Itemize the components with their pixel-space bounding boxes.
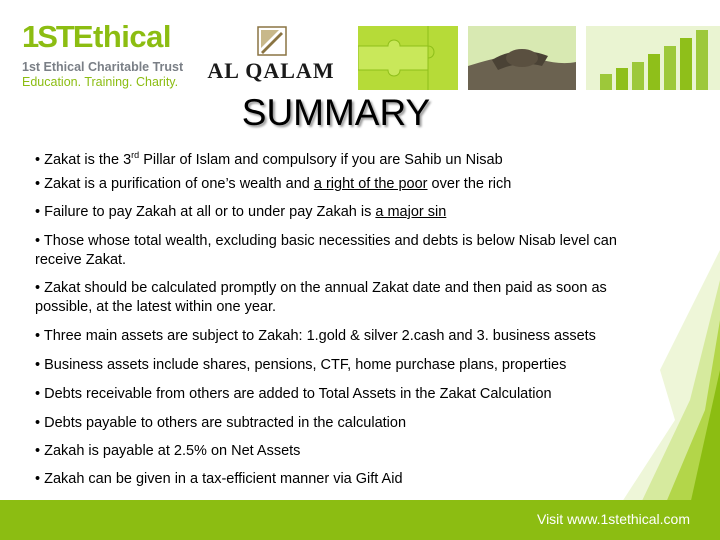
brand-ethical: Ethical xyxy=(72,19,172,54)
brand-trust-name: 1st Ethical Charitable Trust xyxy=(22,60,184,74)
footer-bar xyxy=(0,500,720,540)
list-item: • Debts receivable from others are added to Total Assets in the Zakat Calculation xyxy=(35,386,552,402)
bullet-text: • Zakat is a purification of one’s wealth and xyxy=(35,176,314,192)
list-item: • Zakah can be given in a tax-efficient manner via Gift Aid xyxy=(35,471,403,487)
list-item: • Three main assets are subject to Zakah: 1.gold & silver 2.cash and 3. business assets xyxy=(35,328,596,344)
brand-logo xyxy=(22,20,183,90)
underlined-text: a major sin xyxy=(375,204,447,220)
underlined-text: a right of the poor xyxy=(313,176,428,192)
list-item: • Debts payable to others are subtracted in the calculation xyxy=(35,415,407,431)
brand-wordmark xyxy=(22,20,183,54)
bullet-text: • Zakat is the 3 xyxy=(35,151,132,168)
ordinal-suffix: rd xyxy=(131,150,140,160)
pen-nib-icon xyxy=(257,26,287,56)
brand-tagline: Education. Training. Charity. xyxy=(22,75,179,89)
list-item: • Zakat should be calculated promptly on the annual Zakat date and then paid as soon as possible, at the latest within one year. xyxy=(35,280,607,315)
list-item: • Zakah is payable at 2.5% on Net Assets xyxy=(35,443,301,459)
list-item xyxy=(35,146,503,170)
list-item: • Business assets include shares, pensions, CTF, home purchase plans, properties xyxy=(35,357,567,373)
green-corner-decoration xyxy=(620,250,720,505)
list-item: • Those whose total wealth, excluding basic necessities and debts is below Nisab level can receive Zakat. xyxy=(35,233,617,268)
bullet-text: Pillar of Islam and compulsory if you are Sahib un Nisab xyxy=(139,151,503,168)
bullet-text: over the rich xyxy=(427,176,512,192)
coins-photo xyxy=(586,26,720,90)
handshake-photo xyxy=(468,26,576,90)
brand-lst: 1ST xyxy=(22,19,73,54)
bullet-text: • Failure to pay Zakah at all or to under pay Zakah is xyxy=(35,204,376,220)
partner-logo xyxy=(197,26,345,84)
list-item xyxy=(35,175,511,194)
puzzle-photo xyxy=(358,26,458,90)
page-title: SUMMARY xyxy=(241,92,431,133)
footer-link[interactable]: Visit www.1stethical.com xyxy=(536,511,690,527)
partner-logo-text: AL QALAM xyxy=(207,58,335,83)
list-item xyxy=(35,203,446,222)
